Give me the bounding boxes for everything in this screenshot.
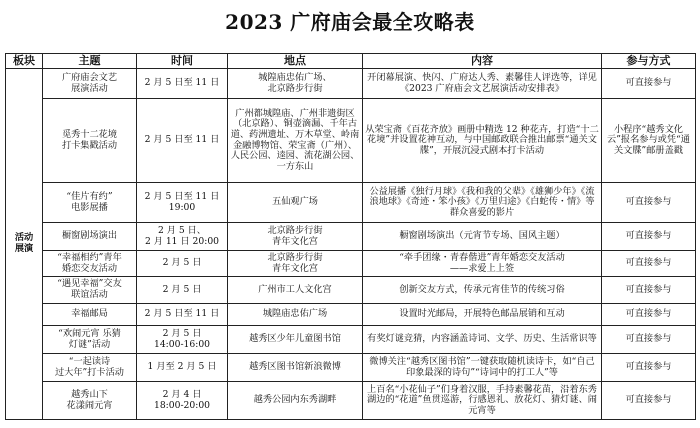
- join-cell: 可直接参与: [602, 382, 696, 420]
- table-row: [6, 304, 696, 326]
- content-cell: 橱窗剧场演出（元宵节专场、国风主题）: [363, 223, 602, 251]
- place-cell: 城隍庙忠佑广场、 北京路步行街: [228, 69, 363, 99]
- place-cell: 越秀公园内东秀湖畔: [228, 382, 363, 420]
- theme-cell: 广府庙会文艺 展演活动: [43, 69, 137, 99]
- join-cell: 可直接参与: [602, 304, 696, 326]
- join-cell: 可直接参与: [602, 326, 696, 354]
- join-cell: 可直接参与: [602, 183, 696, 223]
- join-cell: 可直接参与: [602, 223, 696, 251]
- theme-cell: “佳片有约” 电影展播: [43, 183, 137, 223]
- join-cell: 可直接参与: [602, 354, 696, 382]
- guide-table: [5, 53, 696, 420]
- place-cell: 城隍庙忠佑广场: [228, 304, 363, 326]
- join-cell: 可直接参与: [602, 251, 696, 277]
- time-cell: 2 月 5 日至 11 日: [137, 304, 228, 326]
- time-cell: 2 月 5 日、 2 月 11 日 20:00: [137, 223, 228, 251]
- time-cell: 1 月至 2 月 5 日: [137, 354, 228, 382]
- header-time: 时间: [137, 54, 228, 69]
- join-cell: 可直接参与: [602, 277, 696, 304]
- table-header-row: [6, 54, 696, 69]
- place-cell: 北京路步行街 青年文化宫: [228, 251, 363, 277]
- join-cell: 小程序“越秀文化云”报名参与或凭“通关文牒”邮册盖戳: [602, 99, 696, 183]
- time-cell: 2 月 5 日至 11 日 19:00: [137, 183, 228, 223]
- theme-cell: “欢闹元宵 乐猜 灯谜”活动: [43, 326, 137, 354]
- place-cell: 广州都城隍庙、广州非遗街区（北京路）、铜壶滴漏、千年古道、药洲遗址、万木草堂、岭南金融博物馆、荣宝斋（广州）、人民公园、逵园、流花湖公园、一方东山: [228, 99, 363, 183]
- table-row: [6, 326, 696, 354]
- time-cell: 2 月 5 日: [137, 251, 228, 277]
- header-category: 板块: [6, 54, 43, 69]
- content-cell: 上百名“小花仙子”们身着汉服，手持素馨花苗，沿着东秀湖边的“花道”鱼贯巡游，行感恩礼、放花灯、猜灯谜、闹元宵等: [363, 382, 602, 420]
- content-cell: 从荣宝斋《百花齐放》画册中精选 12 种花卉，打造“十二花境”并设置花神互动，与中国邮政联合推出邮票“通关文牒”，开展沉浸式剧本打卡活动: [363, 99, 602, 183]
- time-cell: 2 月 4 日 18:00-20:00: [137, 382, 228, 420]
- time-cell: 2 月 5 日: [137, 277, 228, 304]
- table-row: [6, 251, 696, 277]
- content-cell: 创新交友方式，传承元宵佳节的传统习俗: [363, 277, 602, 304]
- table-row: [6, 382, 696, 420]
- time-cell: 2 月 5 日至 11 日: [137, 69, 228, 99]
- content-cell: 有奖灯谜竞猜，内容涵盖诗词、文学、历史、生活常识等: [363, 326, 602, 354]
- table-row: [6, 99, 696, 183]
- theme-cell: 橱窗剧场演出: [43, 223, 137, 251]
- table-row: [6, 277, 696, 304]
- time-cell: 2 月 5 日 14:00-16:00: [137, 326, 228, 354]
- content-cell: 微博关注“越秀区图书馆”一键获取随机读诗卡，如“自己印象最深的诗句”“诗词中的打工人”等: [363, 354, 602, 382]
- table-row: [6, 69, 696, 99]
- theme-cell: “遇见幸福”交友 联谊活动: [43, 277, 137, 304]
- theme-cell: 幸福邮局: [43, 304, 137, 326]
- table-row: [6, 354, 696, 382]
- theme-cell: 觅秀十二花境 打卡集戳活动: [43, 99, 137, 183]
- time-cell: 2 月 5 日至 11 日: [137, 99, 228, 183]
- header-content: 内容: [363, 54, 602, 69]
- theme-cell: “一起读诗 过大年”打卡活动: [43, 354, 137, 382]
- content-cell: 公益展播《独行月球》《我和我的父辈》《雄狮少年》《流浪地球》《奇迹・笨小孩》《万里归途》《白蛇传・情》等群众喜爱的影片: [363, 183, 602, 223]
- theme-cell: “幸福相约”青年 婚恋交友活动: [43, 251, 137, 277]
- content-cell: “牵手团缘・青春偕进”青年婚恋交友活动 ——求爱上上签: [363, 251, 602, 277]
- join-cell: 可直接参与: [602, 69, 696, 99]
- place-cell: 广州市工人文化宫: [228, 277, 363, 304]
- table-row: [6, 183, 696, 223]
- place-cell: 五仙观广场: [228, 183, 363, 223]
- page-title: 2023 广府庙会最全攻略表: [225, 10, 475, 34]
- place-cell: 北京路步行街 青年文化宫: [228, 223, 363, 251]
- place-cell: 越秀区图书馆新浪微博: [228, 354, 363, 382]
- category-cell: 活动 展演: [6, 69, 43, 420]
- theme-cell: 越秀山下 花漾闹元宵: [43, 382, 137, 420]
- header-join: 参与方式: [602, 54, 696, 69]
- content-cell: 开闭幕展演、快闪、广府达人秀、素馨佳人评选等，详见《2023 广府庙会文艺展演活动安排表》: [363, 69, 602, 99]
- content-cell: 设置时光邮局，开展特色邮品展销和互动: [363, 304, 602, 326]
- place-cell: 越秀区少年儿童图书馆: [228, 326, 363, 354]
- header-theme: 主题: [43, 54, 137, 69]
- header-place: 地点: [228, 54, 363, 69]
- table-row: [6, 223, 696, 251]
